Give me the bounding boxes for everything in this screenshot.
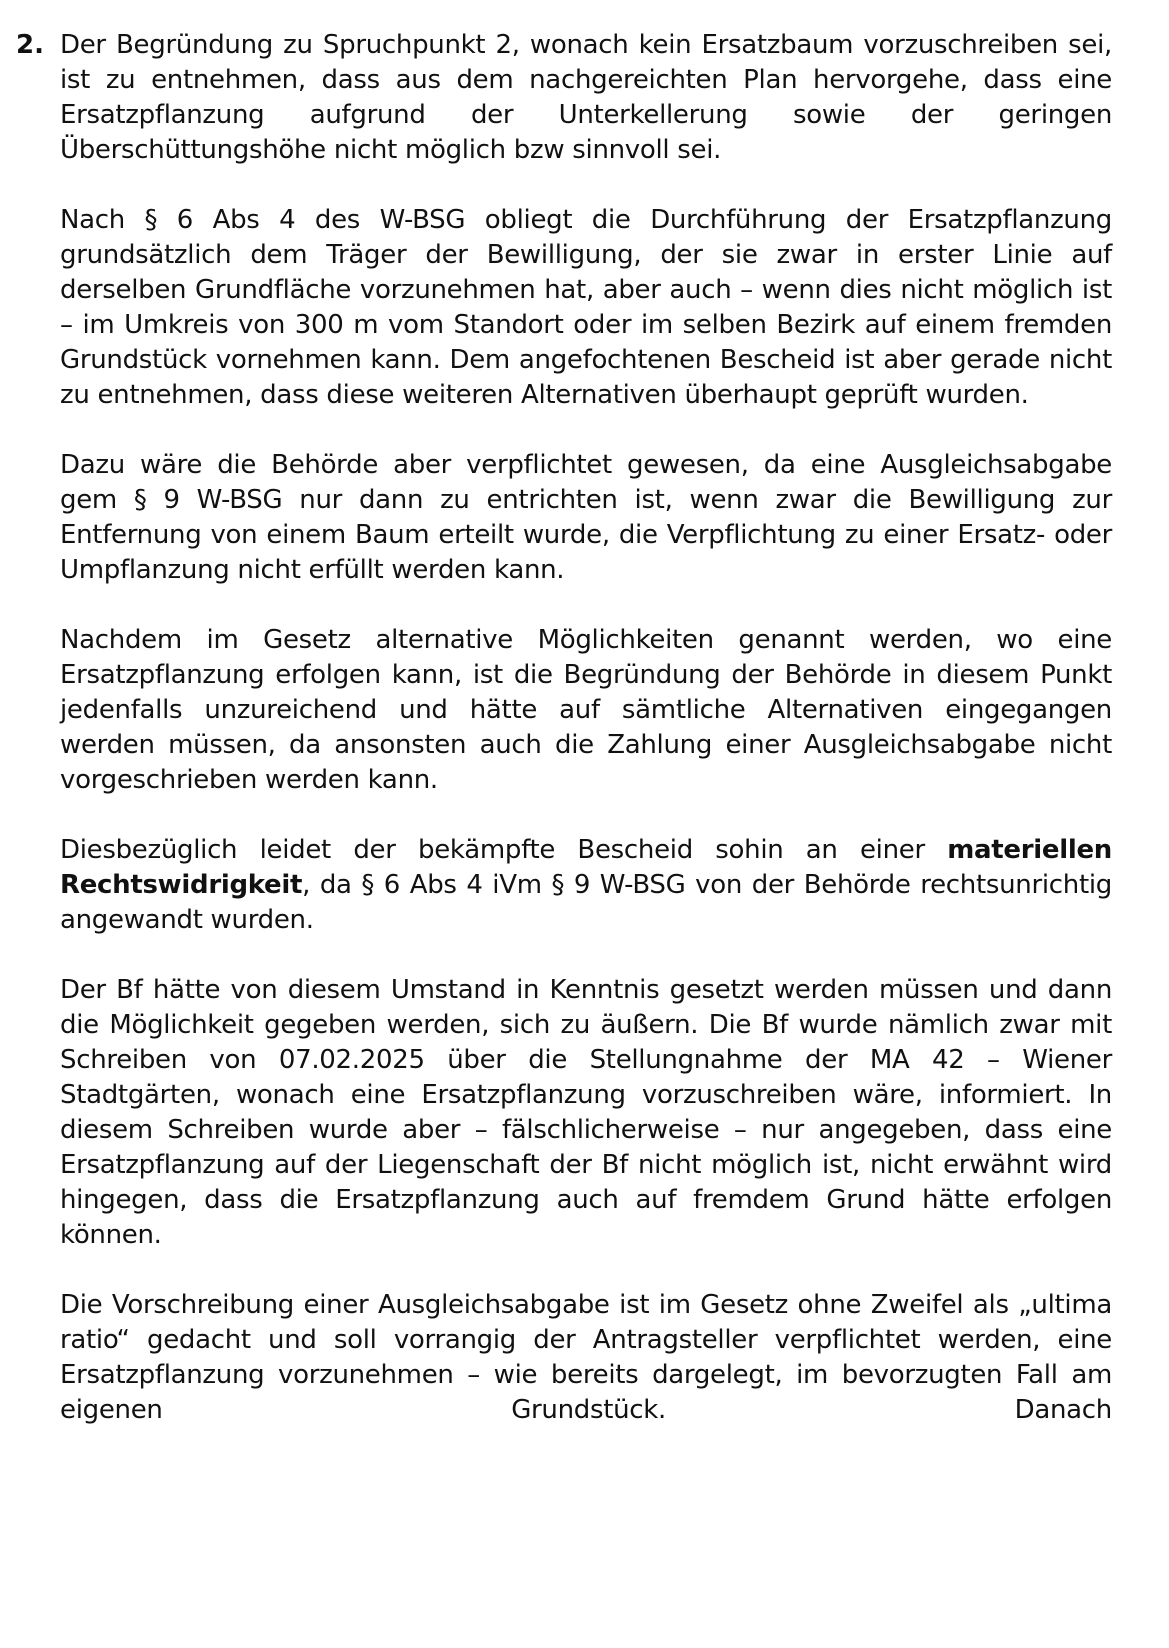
paragraph-ultima-ratio: Die Vorschreibung einer Ausgleichsabgabe ist im Gesetz ohne Zweifel als „ultima ratio“ gedacht und soll vorrangig der Antragsteller verpflichtet werden, eine Ersatzpflanzung vorzunehmen – wie bereits dargelegt, im bevorzugten Fall am eigenen Grundstück. Danach bbox=[60, 1290, 1112, 1425]
paragraph-alternative-moeglichkeiten: Nachdem im Gesetz alternative Möglichkeiten genannt werden, wo eine Ersatzpflanzung erfolgen kann, ist die Begründung der Behörde in diesem Punkt jedenfalls unzureichend und hätte auf sämtliche Alternativen eingegangen werden müssen, da ansonsten auch die Zahlung einer Ausgleichsabgabe nicht vorgeschrieben werden kann. bbox=[60, 625, 1112, 795]
numbered-item-2 bbox=[0, 28, 1112, 1428]
paragraph-nach-paragraph-6: Nach § 6 Abs 4 des W-BSG obliegt die Durchführung der Ersatzpflanzung grundsätzlich dem Träger der Bewilligung, der sie zwar in erster Linie auf derselben Grundfläche vorzunehmen hat, aber auch – wenn dies nicht möglich ist – im Umkreis von 300 m vom Standort oder im selben Bezirk auf einem fremden Grundstück vornehmen kann. Dem angefochtenen Bescheid ist aber gerade nicht zu entnehmen, dass diese weiteren Alternativen überhaupt geprüft wurden. bbox=[60, 205, 1112, 410]
paragraph-text-before: Diesbezüglich leidet der bekämpfte Bescheid sohin an einer bbox=[60, 835, 948, 865]
paragraph-begruendung-spruchpunkt: Der Begründung zu Spruchpunkt 2, wonach kein Ersatzbaum vorzuschreiben sei, ist zu entnehmen, dass aus dem nachgereichten Plan hervorgehe, dass eine Ersatzpflanzung aufgrund der Unterkellerung sowie der geringen Überschüttungshöhe nicht möglich bzw sinnvoll sei. bbox=[60, 30, 1112, 165]
item-number: 2. bbox=[16, 30, 44, 60]
paragraph-materielle-rechtswidrigkeit bbox=[60, 833, 1112, 938]
emphasis-materielle-rechtswidrigkeit: materiellen Rechtswidrigkeit bbox=[60, 835, 1112, 900]
paragraph-bf-kenntnis: Der Bf hätte von diesem Umstand in Kenntnis gesetzt werden müssen und dann die Möglichkeit gegeben werden, sich zu äußern. Die Bf wurde nämlich zwar mit Schreiben von 07.02.2025 über die Stellungnahme der MA 42 – Wiener Stadtgärten, wonach eine Ersatzpflanzung vorzuschreiben wäre, informiert. In diesem Schreiben wurde aber – fälschlicherweise – nur angegeben, dass eine Ersatzpflanzung auf der Liegenschaft der Bf nicht möglich ist, nicht erwähnt wird hingegen, dass die Ersatzpflanzung auch auf fremdem Grund hätte erfolgen können. bbox=[60, 975, 1112, 1250]
paragraph-dazu-waere-behoerde: Dazu wäre die Behörde aber verpflichtet gewesen, da eine Ausgleichsabgabe gem § 9 W-BSG nur dann zu entrichten ist, wenn zwar die Bewilligung zur Entfernung von einem Baum erteilt wurde, die Verpflichtung zu einer Ersatz- oder Umpflanzung nicht erfüllt werden kann. bbox=[60, 450, 1112, 585]
paragraph-text-after: , da § 6 Abs 4 iVm § 9 W-BSG von der Behörde rechtsunrichtig angewandt wurden. bbox=[60, 870, 1112, 935]
document-page bbox=[0, 28, 1169, 1428]
